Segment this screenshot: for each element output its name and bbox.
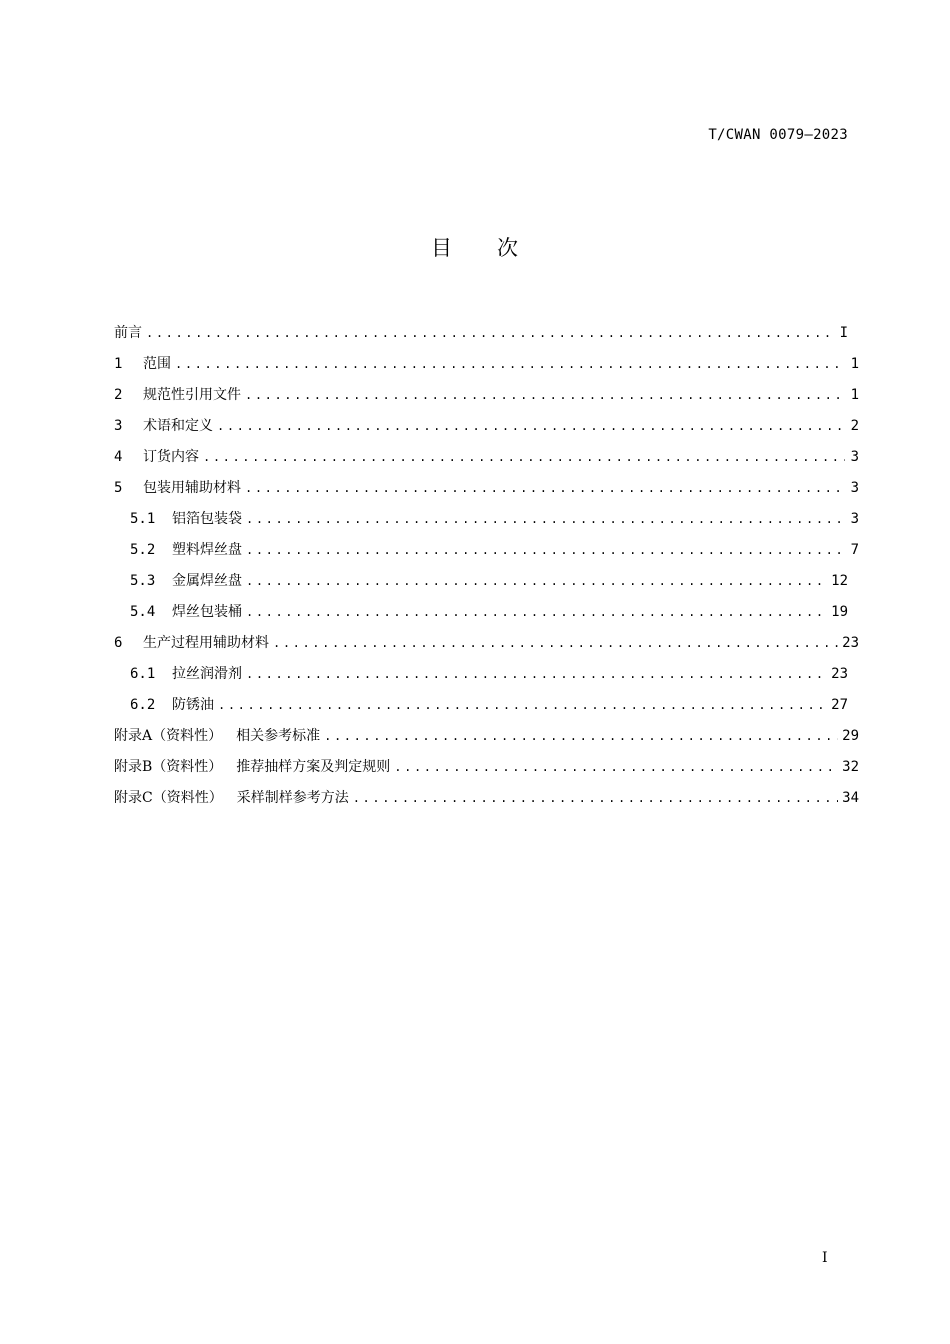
toc-entry-6-2[interactable]: [114, 690, 859, 721]
toc-entry-page: 3: [850, 480, 859, 496]
toc-entry-label: 防锈油: [172, 697, 214, 713]
toc-entry-label: 金属焊丝盘: [172, 573, 242, 589]
toc-entry-label: [114, 752, 390, 783]
toc-entry-number: 5.4: [130, 604, 156, 620]
toc-entry-page: 32: [842, 759, 859, 775]
toc-entry-5-4[interactable]: [114, 597, 859, 628]
toc-leader-dots: [353, 783, 838, 814]
toc-leader-dots: [246, 659, 827, 690]
toc-entry-1[interactable]: [114, 349, 859, 380]
toc-entry-number: 6.1: [130, 666, 156, 682]
toc-entry-page: 3: [850, 449, 859, 465]
toc-entry-5-2[interactable]: [114, 535, 859, 566]
toc-entry-label: [114, 783, 349, 814]
toc-entry-6-1[interactable]: [114, 659, 859, 690]
annex-title: 推荐抽样方案及判定规则: [236, 759, 391, 775]
toc-entry-label: 塑料焊丝盘: [172, 542, 242, 558]
toc-entry-2[interactable]: [114, 380, 859, 411]
toc-entry-page: 12: [831, 573, 848, 589]
toc-leader-dots: [203, 442, 845, 473]
toc-entry-5-3[interactable]: [114, 566, 859, 597]
toc-entry-number: 5.3: [130, 573, 156, 589]
toc-entry-number: 5.2: [130, 542, 156, 558]
toc-entry-page: 23: [842, 635, 859, 651]
toc-leader-dots: [175, 349, 845, 380]
annex-designation: 附录B（资料性）: [114, 759, 223, 775]
footer-page-number: I: [822, 1250, 828, 1266]
toc-leader-dots: [246, 566, 827, 597]
toc-title-part2: 次: [497, 236, 519, 260]
toc-entry-label: 规范性引用文件: [143, 387, 241, 403]
toc-entry-label: 范围: [143, 356, 171, 372]
toc-entry-label: 订货内容: [143, 449, 199, 465]
toc-entry-label: 前言: [114, 325, 142, 341]
toc-entry-page: I: [839, 325, 848, 341]
toc-entry-page: 3: [850, 511, 859, 527]
annex-designation: 附录C（资料性）: [114, 790, 223, 806]
toc-entry-page: 19: [831, 604, 848, 620]
toc-entry-page: 27: [831, 697, 848, 713]
toc-entry-number: 1: [114, 356, 123, 372]
toc-entry-number: 5.1: [130, 511, 156, 527]
toc-leader-dots: [246, 535, 845, 566]
toc-entry-label: 拉丝润滑剂: [172, 666, 242, 682]
toc-entry-annex-b[interactable]: [114, 752, 859, 783]
toc-entry-number: 2: [114, 387, 123, 403]
annex-title: 采样制样参考方法: [236, 790, 349, 806]
toc-entry-label: 铝箔包装袋: [172, 511, 242, 527]
toc-entry-5-1[interactable]: [114, 504, 859, 535]
annex-designation: 附录A（资料性）: [114, 728, 223, 744]
toc-entry-page: 2: [850, 418, 859, 434]
toc-title-part1: 目: [431, 236, 453, 260]
toc-entry-5[interactable]: [114, 473, 859, 504]
toc-entry-page: 29: [842, 728, 859, 744]
annex-title: 相关参考标准: [236, 728, 321, 744]
toc-entry-page: 1: [850, 387, 859, 403]
toc-leader-dots: [246, 504, 845, 535]
toc-entry-number: 6.2: [130, 697, 156, 713]
toc-leader-dots: [394, 752, 838, 783]
toc-title: [0, 232, 950, 262]
toc-leader-dots: [217, 411, 845, 442]
toc-entry-label: 生产过程用辅助材料: [143, 635, 269, 651]
toc-leader-dots: [146, 318, 834, 349]
toc-leader-dots: [273, 628, 838, 659]
toc-entry-label: 术语和定义: [143, 418, 213, 434]
toc-entry-number: 4: [114, 449, 123, 465]
document-code: T/CWAN 0079—2023: [708, 127, 848, 143]
toc-leader-dots: [324, 721, 838, 752]
table-of-contents: [114, 318, 859, 814]
toc-entry-page: 23: [831, 666, 848, 682]
toc-entry-page: 1: [850, 356, 859, 372]
toc-entry-label: 焊丝包装桶: [172, 604, 242, 620]
toc-entry-label: [114, 721, 320, 752]
toc-entry-6[interactable]: [114, 628, 859, 659]
toc-entry-number: 3: [114, 418, 123, 434]
toc-entry-3[interactable]: [114, 411, 859, 442]
toc-leader-dots: [245, 473, 845, 504]
toc-entry-page: 34: [842, 790, 859, 806]
toc-leader-dots: [246, 597, 827, 628]
toc-entry-foreword[interactable]: [114, 318, 859, 349]
toc-leader-dots: [245, 380, 845, 411]
toc-entry-page: 7: [850, 542, 859, 558]
toc-entry-number: 5: [114, 480, 123, 496]
toc-entry-label: 包装用辅助材料: [143, 480, 241, 496]
toc-entry-annex-a[interactable]: [114, 721, 859, 752]
toc-entry-number: 6: [114, 635, 123, 651]
toc-entry-annex-c[interactable]: [114, 783, 859, 814]
toc-leader-dots: [218, 690, 827, 721]
toc-entry-4[interactable]: [114, 442, 859, 473]
